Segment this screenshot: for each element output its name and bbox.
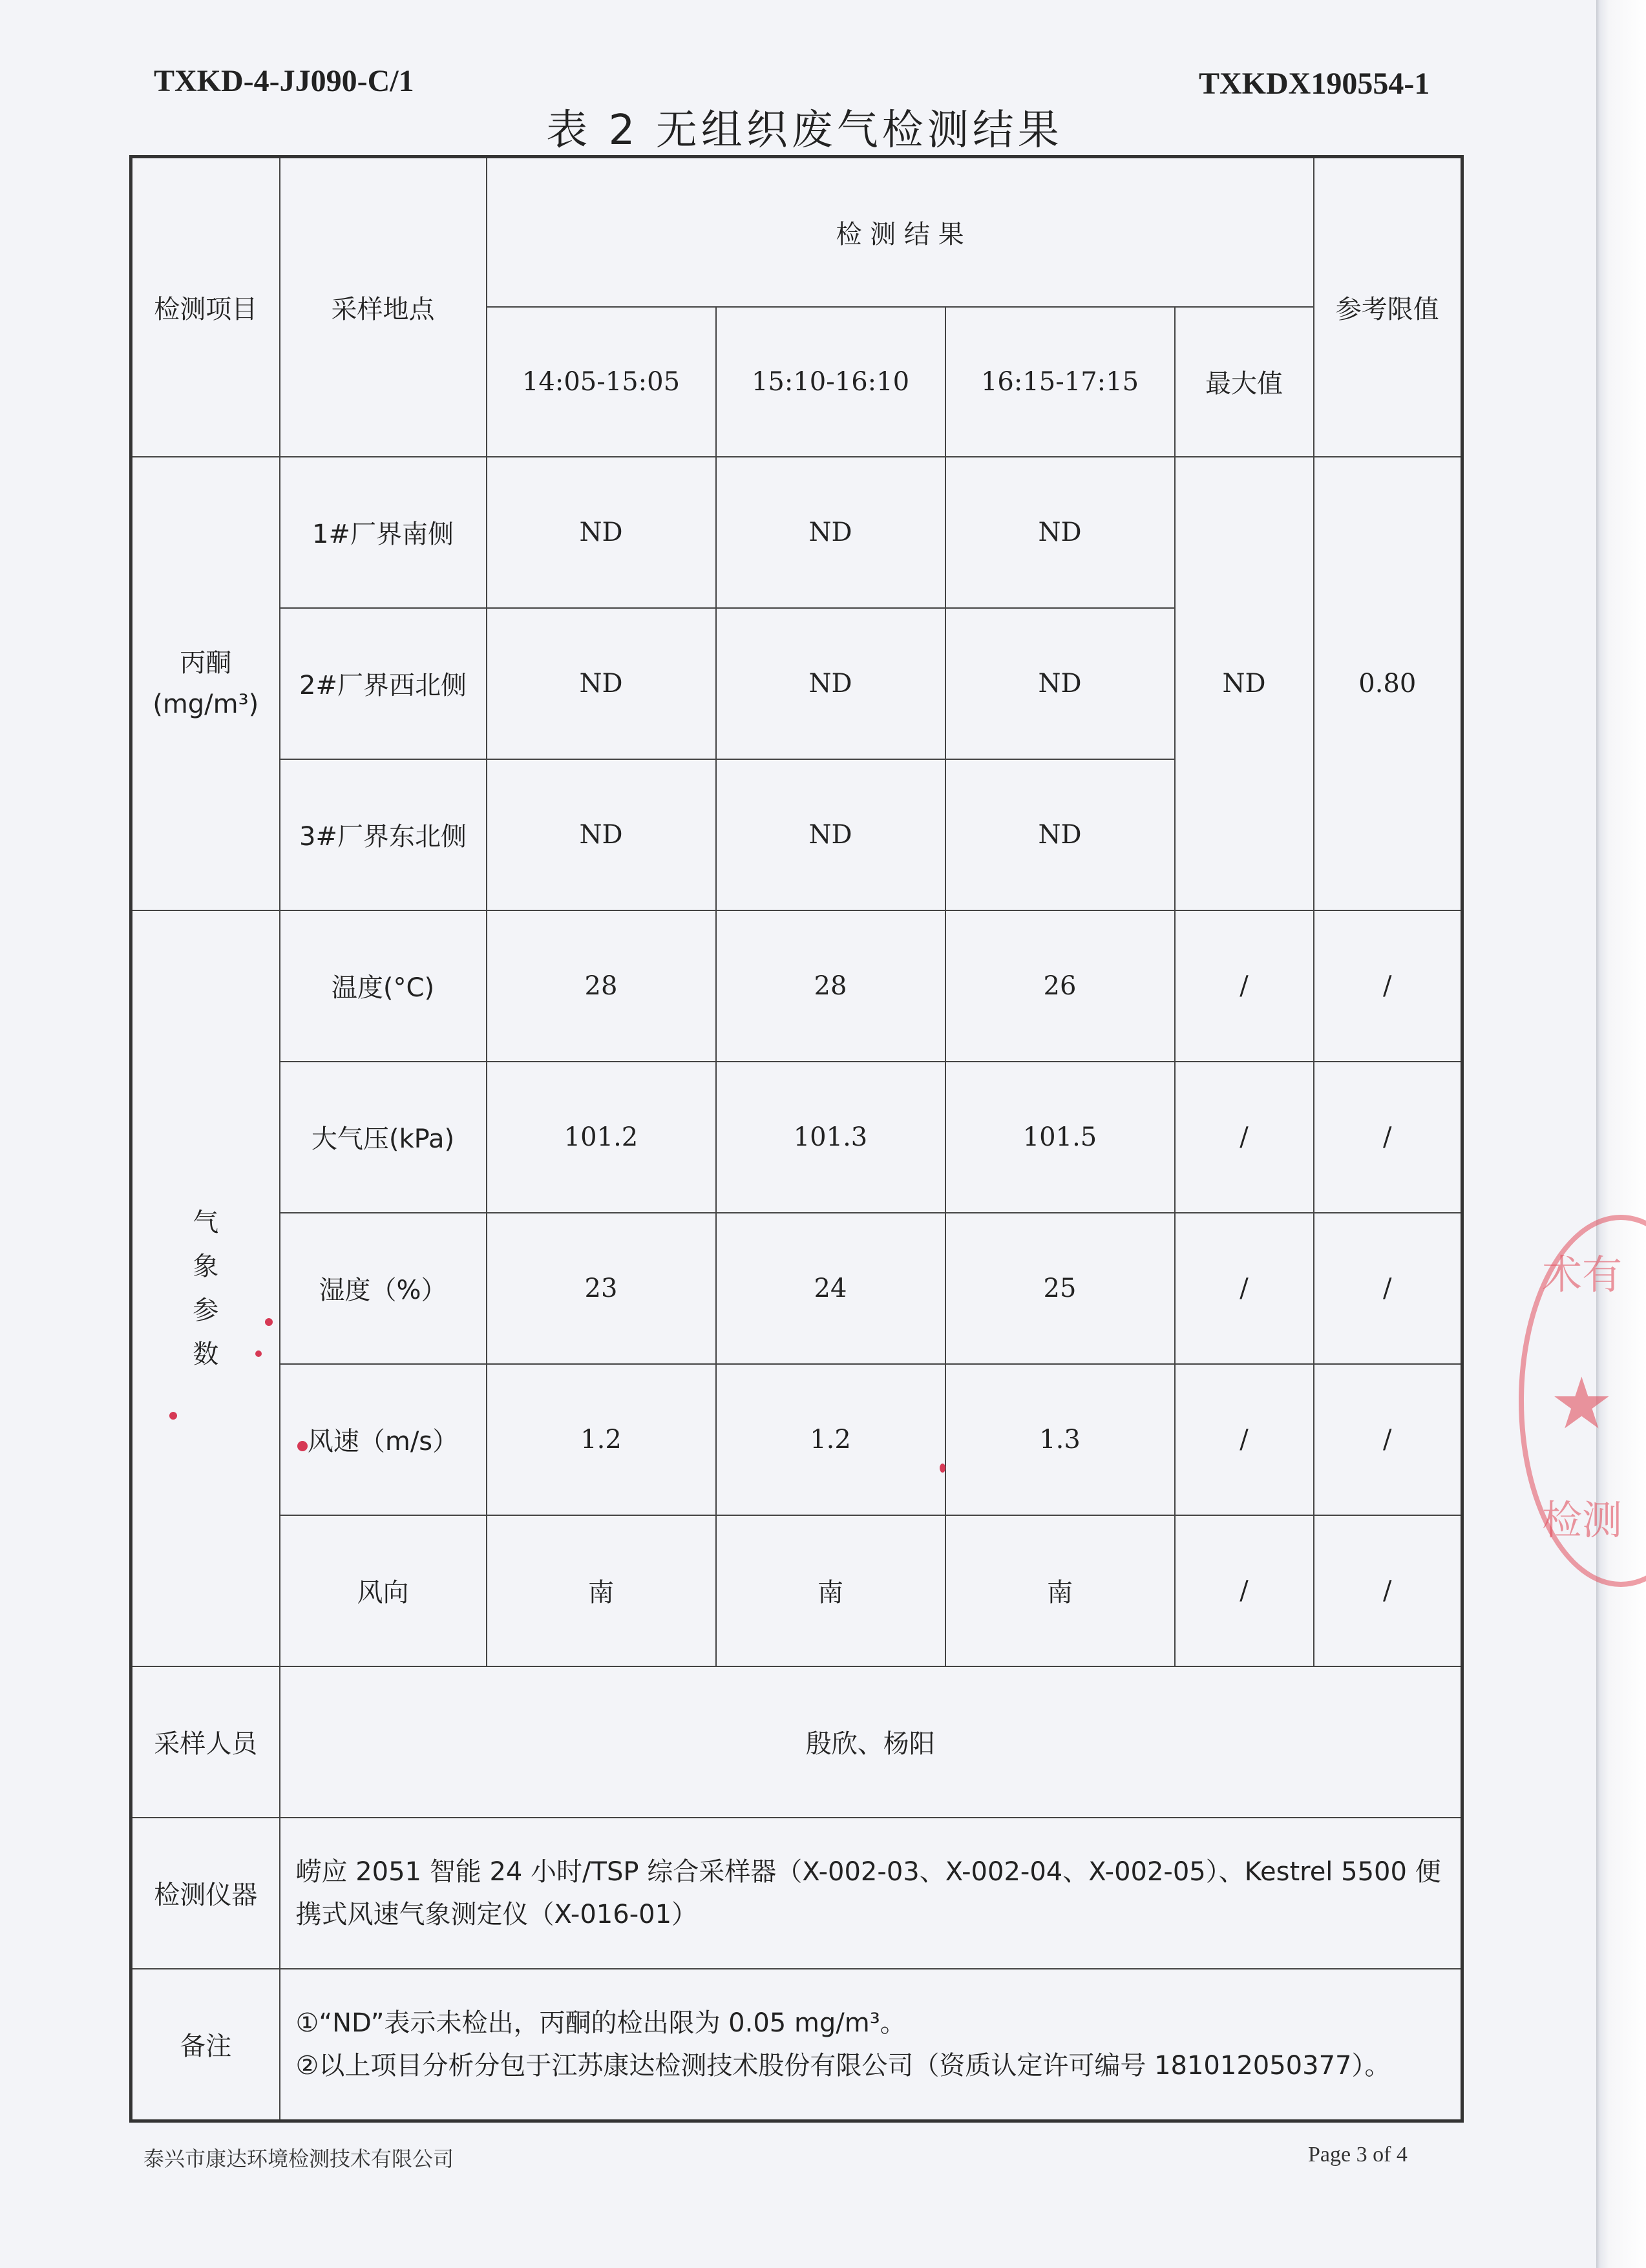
weather-value: 南	[945, 1515, 1175, 1666]
table-row	[131, 1213, 1462, 1364]
results-table	[129, 155, 1464, 2123]
param-temperature: 温度(°C)	[280, 910, 487, 1062]
weather-value: 1.3	[945, 1364, 1175, 1515]
weather-label	[131, 910, 280, 1666]
acetone-limit: 0.80	[1314, 457, 1462, 910]
acetone-value: ND	[487, 759, 716, 910]
weather-limit: /	[1314, 1515, 1462, 1666]
acetone-value: ND	[716, 759, 945, 910]
weather-value: 101.3	[716, 1062, 945, 1213]
sampler-value: 殷欣、杨阳	[280, 1666, 1462, 1818]
acetone-value: ND	[487, 457, 716, 608]
instrument-label: 检测仪器	[131, 1818, 280, 1969]
table-title: 表 2 无组织废气检测结果	[546, 107, 1063, 154]
weather-value: 28	[487, 910, 716, 1062]
footer-company: 泰兴市康达环境检测技术有限公司	[143, 2147, 454, 2171]
remarks-label: 备注	[131, 1969, 280, 2121]
weather-label-char: 象	[193, 1251, 219, 1281]
weather-limit: /	[1314, 1364, 1462, 1515]
remark-line: ①“ND”表示未检出，丙酮的检出限为 0.05 mg/m³。	[295, 2008, 906, 2038]
weather-limit: /	[1314, 910, 1462, 1062]
header-time-1: 14:05-15:05	[487, 307, 716, 457]
ink-speck	[255, 1350, 262, 1357]
acetone-value: ND	[716, 608, 945, 759]
weather-value: 26	[945, 910, 1175, 1062]
remark-line: ②以上项目分析分包于江苏康达检测技术股份有限公司（资质认定许可编号 181012050377）。	[295, 2050, 1391, 2081]
acetone-value: ND	[716, 457, 945, 608]
location-3: 3#厂界东北侧	[280, 759, 487, 910]
weather-value: 101.2	[487, 1062, 716, 1213]
param-humidity: 湿度（%）	[280, 1213, 487, 1364]
acetone-value: ND	[487, 608, 716, 759]
table-row	[131, 1666, 1462, 1818]
stamp-text-top: 术有	[1542, 1251, 1623, 1298]
weather-limit: /	[1314, 1062, 1462, 1213]
weather-max: /	[1175, 1213, 1314, 1364]
param-wind-speed: 风速（m/s）	[280, 1364, 487, 1515]
weather-value: 23	[487, 1213, 716, 1364]
acetone-value: ND	[945, 759, 1175, 910]
acetone-name: 丙酮	[180, 647, 232, 678]
header-time-3: 16:15-17:15	[945, 307, 1175, 457]
ink-speck	[265, 1318, 273, 1326]
table-row	[131, 1818, 1462, 1969]
table-row	[131, 1364, 1462, 1515]
header-time-2: 15:10-16:10	[716, 307, 945, 457]
weather-value: 1.2	[487, 1364, 716, 1515]
instrument-value: 崂应 2051 智能 24 小时/TSP 综合采样器（X-002-03、X-002-04、X-002-05）、Kestrel 5500 便携式风速气象测定仪（X-016-01）	[280, 1818, 1462, 1969]
weather-value: 1.2	[716, 1364, 945, 1515]
table-row	[131, 1062, 1462, 1213]
page-edge-shadow	[1596, 0, 1646, 2268]
acetone-value: ND	[945, 457, 1175, 608]
table-row	[131, 457, 1462, 608]
stamp-text-bottom: 检测	[1542, 1496, 1623, 1544]
location-1: 1#厂界南侧	[280, 457, 487, 608]
param-pressure: 大气压(kPa)	[280, 1062, 487, 1213]
header-max: 最大值	[1175, 307, 1314, 457]
weather-label-char: 参	[193, 1295, 219, 1325]
ink-speck	[297, 1441, 308, 1451]
remarks-cell	[280, 1969, 1462, 2121]
ink-speck	[940, 1464, 945, 1473]
acetone-item	[131, 457, 280, 910]
weather-max: /	[1175, 1062, 1314, 1213]
sampler-label: 采样人员	[131, 1666, 280, 1818]
document-code: TXKD-4-JJ090-C/1	[154, 64, 414, 98]
star-icon: ★	[1550, 1362, 1614, 1445]
acetone-max: ND	[1175, 457, 1314, 910]
table-row	[131, 1515, 1462, 1666]
weather-max: /	[1175, 910, 1314, 1062]
header-item: 检测项目	[131, 157, 280, 457]
weather-max: /	[1175, 1515, 1314, 1666]
header-location: 采样地点	[280, 157, 487, 457]
ink-speck	[169, 1412, 177, 1420]
weather-label-char: 气	[193, 1207, 219, 1237]
weather-value: 南	[716, 1515, 945, 1666]
weather-value: 南	[487, 1515, 716, 1666]
header-results: 检 测 结 果	[487, 157, 1314, 307]
acetone-value: ND	[945, 608, 1175, 759]
table-row	[131, 910, 1462, 1062]
location-2: 2#厂界西北侧	[280, 608, 487, 759]
param-wind-direction: 风向	[280, 1515, 487, 1666]
weather-value: 25	[945, 1213, 1175, 1364]
weather-label-char: 数	[193, 1339, 219, 1369]
acetone-unit: (mg/m³)	[153, 689, 259, 719]
weather-value: 24	[716, 1213, 945, 1364]
weather-max: /	[1175, 1364, 1314, 1515]
header-limit: 参考限值	[1314, 157, 1462, 457]
weather-limit: /	[1314, 1213, 1462, 1364]
table-row	[131, 1969, 1462, 2121]
weather-value: 101.5	[945, 1062, 1175, 1213]
report-number: TXKDX190554-1	[1199, 67, 1430, 101]
footer-page-number: Page 3 of 4	[1308, 2143, 1408, 2167]
weather-value: 28	[716, 910, 945, 1062]
